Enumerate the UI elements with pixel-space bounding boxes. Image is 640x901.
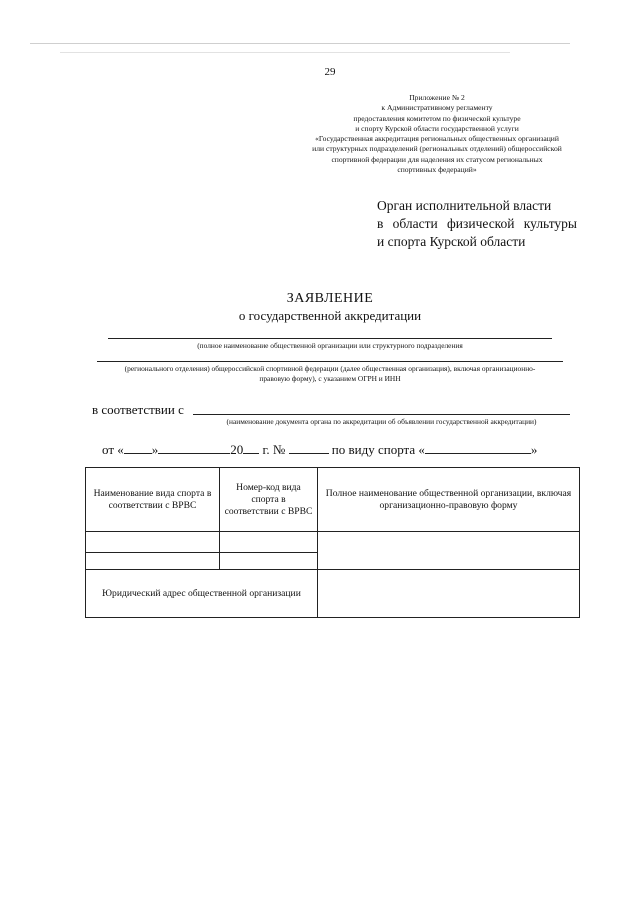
year-suffix: г. №	[262, 442, 286, 457]
address-row	[86, 570, 580, 618]
header-sport-name: Наименование вида спорта в соответствии с ВРВС	[86, 468, 220, 532]
page-number: 29	[324, 66, 336, 78]
org-caption-3: правовую форму), с указанием ОГРН и ИНН	[259, 374, 401, 383]
appendix-line: спортивной федерации для наделения их статусом региональных	[331, 154, 543, 164]
appendix-line: к Административному регламенту	[381, 103, 493, 113]
day-field[interactable]	[124, 441, 152, 454]
recipient-block	[377, 197, 577, 251]
basis-document-line[interactable]	[193, 414, 570, 415]
document-title: ЗАЯВЛЕНИЕ	[286, 291, 374, 306]
sport-label: по виду спорта «	[331, 442, 425, 457]
org-name-line-2[interactable]	[97, 361, 563, 362]
month-field[interactable]	[158, 441, 230, 454]
date-quote-close: »	[151, 442, 159, 457]
number-field[interactable]	[289, 441, 329, 454]
appendix-line: предоставления комитетом по физической культуре	[353, 113, 521, 123]
appendix-line: или структурных подразделений (региональных отделений) общероссийской	[312, 144, 562, 154]
scan-artifact	[30, 43, 570, 44]
appendix-line: «Государственная аккредитация региональных общественных организаций	[315, 134, 559, 144]
appendix-line: и спорту Курской области государственной услуги	[355, 123, 519, 133]
table-row	[86, 532, 580, 553]
basis-label: в соответствии с	[92, 402, 184, 417]
basis-caption: (наименование документа органа по аккредитации об объявлении государственной аккредитации)	[226, 417, 537, 426]
recipient-line: Орган исполнительной власти	[377, 198, 552, 213]
appendix-line: спортивных федераций»	[397, 165, 477, 175]
date-from-label: от «	[102, 442, 124, 457]
recipient-line: и спорта Курской области	[377, 234, 526, 249]
header-sport-code: Номер-код вида спорта в соответствии с ВРВС	[220, 468, 318, 532]
appendix-header	[294, 93, 580, 175]
org-name-cell[interactable]	[318, 532, 580, 570]
year-field[interactable]	[243, 441, 259, 454]
org-caption-2: (регионального отделения) общероссийской спортивной федерации (далее общественная организация), включая организационно-	[124, 364, 536, 373]
date-number-line	[102, 441, 537, 458]
sports-table	[85, 467, 580, 618]
sport-field[interactable]	[425, 441, 531, 454]
address-cell[interactable]	[318, 570, 580, 618]
org-name-line-1[interactable]	[108, 338, 552, 339]
scan-artifact	[60, 52, 510, 53]
address-label: Юридический адрес общественной организации	[86, 570, 318, 618]
year-prefix: 20	[230, 442, 244, 457]
sport-name-cell[interactable]	[86, 532, 220, 553]
sport-code-cell[interactable]	[220, 553, 318, 570]
recipient-line: в области физической культуры	[377, 216, 577, 231]
sport-code-cell[interactable]	[220, 532, 318, 553]
header-org-name: Полное наименование общественной организации, включая организационно-правовую форму	[318, 468, 580, 532]
org-caption-1: (полное наименование общественной организации или структурного подразделения	[197, 341, 463, 350]
document-subtitle: о государственной аккредитации	[238, 308, 422, 323]
sport-close: »	[530, 442, 538, 457]
appendix-line: Приложение № 2	[409, 93, 465, 102]
table-header-row	[86, 468, 580, 532]
sport-name-cell[interactable]	[86, 553, 220, 570]
